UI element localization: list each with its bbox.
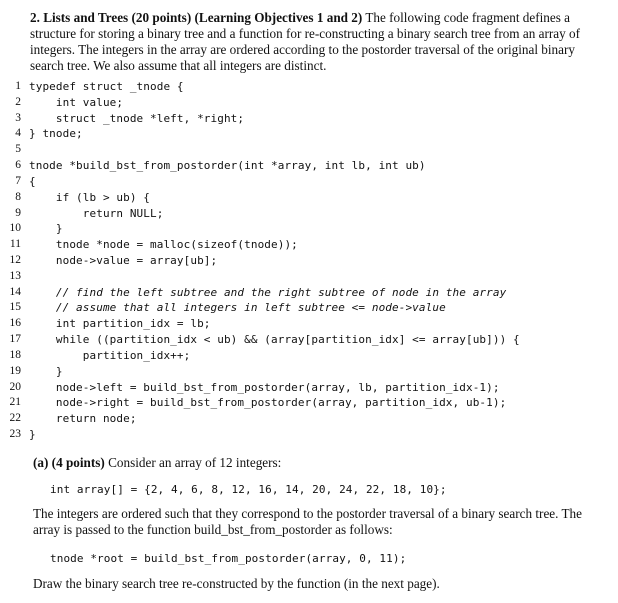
line-number: 23	[9, 428, 21, 441]
code-line	[0, 111, 618, 127]
line-number: 8	[15, 190, 21, 203]
code-text: }	[29, 364, 63, 378]
line-number: 12	[9, 254, 21, 267]
code-text: node->value = array[ub];	[29, 254, 218, 268]
function-call: tnode *root = build_bst_from_postorder(array, 0, 11);	[50, 552, 407, 565]
line-number: 4	[15, 127, 21, 140]
code-text: }	[29, 428, 36, 442]
code-line	[0, 332, 618, 348]
code-line	[0, 253, 618, 269]
line-number: 13	[9, 269, 21, 282]
code-line	[0, 142, 618, 158]
code-line	[0, 316, 618, 332]
part-a-text: Consider an array of 12 integers:	[108, 455, 282, 470]
code-line	[0, 174, 618, 190]
code-line	[0, 285, 618, 301]
code-text: int value;	[29, 95, 124, 109]
code-text: } tnode;	[29, 127, 83, 141]
code-line	[0, 427, 618, 443]
question-paragraph	[30, 10, 590, 74]
code-line	[0, 190, 618, 206]
line-number: 11	[9, 238, 21, 251]
code-line	[0, 348, 618, 364]
line-number: 3	[15, 111, 21, 124]
code-line	[0, 126, 618, 142]
line-number: 5	[15, 143, 21, 156]
code-text: if (lb > ub) {	[29, 190, 151, 204]
line-number: 15	[9, 301, 21, 314]
code-text: return NULL;	[29, 206, 164, 220]
code-line	[0, 79, 618, 95]
line-number: 14	[9, 285, 21, 298]
code-text: typedef struct _tnode {	[29, 80, 184, 93]
part-a-header	[33, 455, 593, 471]
code-line	[0, 269, 618, 285]
code-line	[0, 158, 618, 174]
code-text: int partition_idx = lb;	[29, 317, 211, 331]
question-heading: 2. Lists and Trees (20 points) (Learning Objectives 1 and 2)	[30, 10, 363, 25]
code-text: struct _tnode *left, *right;	[29, 111, 245, 125]
code-line	[0, 364, 618, 380]
code-line	[0, 300, 618, 316]
code-line	[0, 395, 618, 411]
code-text: return node;	[29, 412, 137, 426]
code-line	[0, 206, 618, 222]
code-text: while ((partition_idx < ub) && (array[partition_idx] <= array[ub])) {	[29, 333, 520, 347]
code-text: tnode *build_bst_from_postorder(int *array, int lb, int ub)	[29, 159, 426, 173]
line-number: 10	[9, 222, 21, 235]
code-text: node->right = build_bst_from_postorder(array, partition_idx, ub-1);	[29, 396, 507, 410]
line-number: 7	[15, 174, 21, 187]
code-text: {	[29, 174, 36, 188]
code-line	[0, 95, 618, 111]
line-number: 18	[9, 348, 21, 361]
line-number: 21	[9, 396, 21, 409]
code-line	[0, 411, 618, 427]
code-text: node->left = build_bst_from_postorder(array, lb, partition_idx-1);	[29, 380, 500, 394]
code-text: }	[29, 222, 63, 236]
line-number: 17	[9, 333, 21, 346]
question-intro	[30, 10, 590, 74]
part-a-description: The integers are ordered such that they correspond to the postorder traversal of a binary search tree. The array is passed to the function build_bst_from_postorder as follows:	[33, 506, 583, 537]
part-a-instruction: Draw the binary search tree re-constructed by the function (in the next page).	[33, 576, 440, 591]
code-text: tnode *node = malloc(sizeof(tnode));	[29, 238, 298, 252]
line-number: 20	[9, 380, 21, 393]
line-number: 6	[15, 159, 21, 172]
line-number: 22	[9, 412, 21, 425]
line-number: 9	[15, 206, 21, 219]
array-declaration: int array[] = {2, 4, 6, 8, 12, 16, 14, 20, 24, 22, 18, 10};	[50, 483, 447, 496]
code-text: partition_idx++;	[29, 348, 191, 362]
code-line	[0, 221, 618, 237]
code-text: // find the left subtree and the right subtree of node in the array	[29, 285, 507, 299]
code-line	[0, 237, 618, 253]
part-a-label: (a) (4 points)	[33, 455, 105, 470]
code-line	[0, 380, 618, 396]
line-number: 19	[9, 364, 21, 377]
line-number: 2	[15, 95, 21, 108]
code-text: // assume that all integers in left subtree <= node->value	[29, 301, 446, 315]
line-number: 16	[9, 317, 21, 330]
question-text: The following code fragment defines a structure for storing a binary tree and a function for re-constructing a binary search tree from an array of integers. The integers in the array are ordered according to the postorder traversal of the original binary search tree. We also assume that all integers are distinct.	[30, 10, 580, 73]
line-number: 1	[15, 80, 21, 92]
